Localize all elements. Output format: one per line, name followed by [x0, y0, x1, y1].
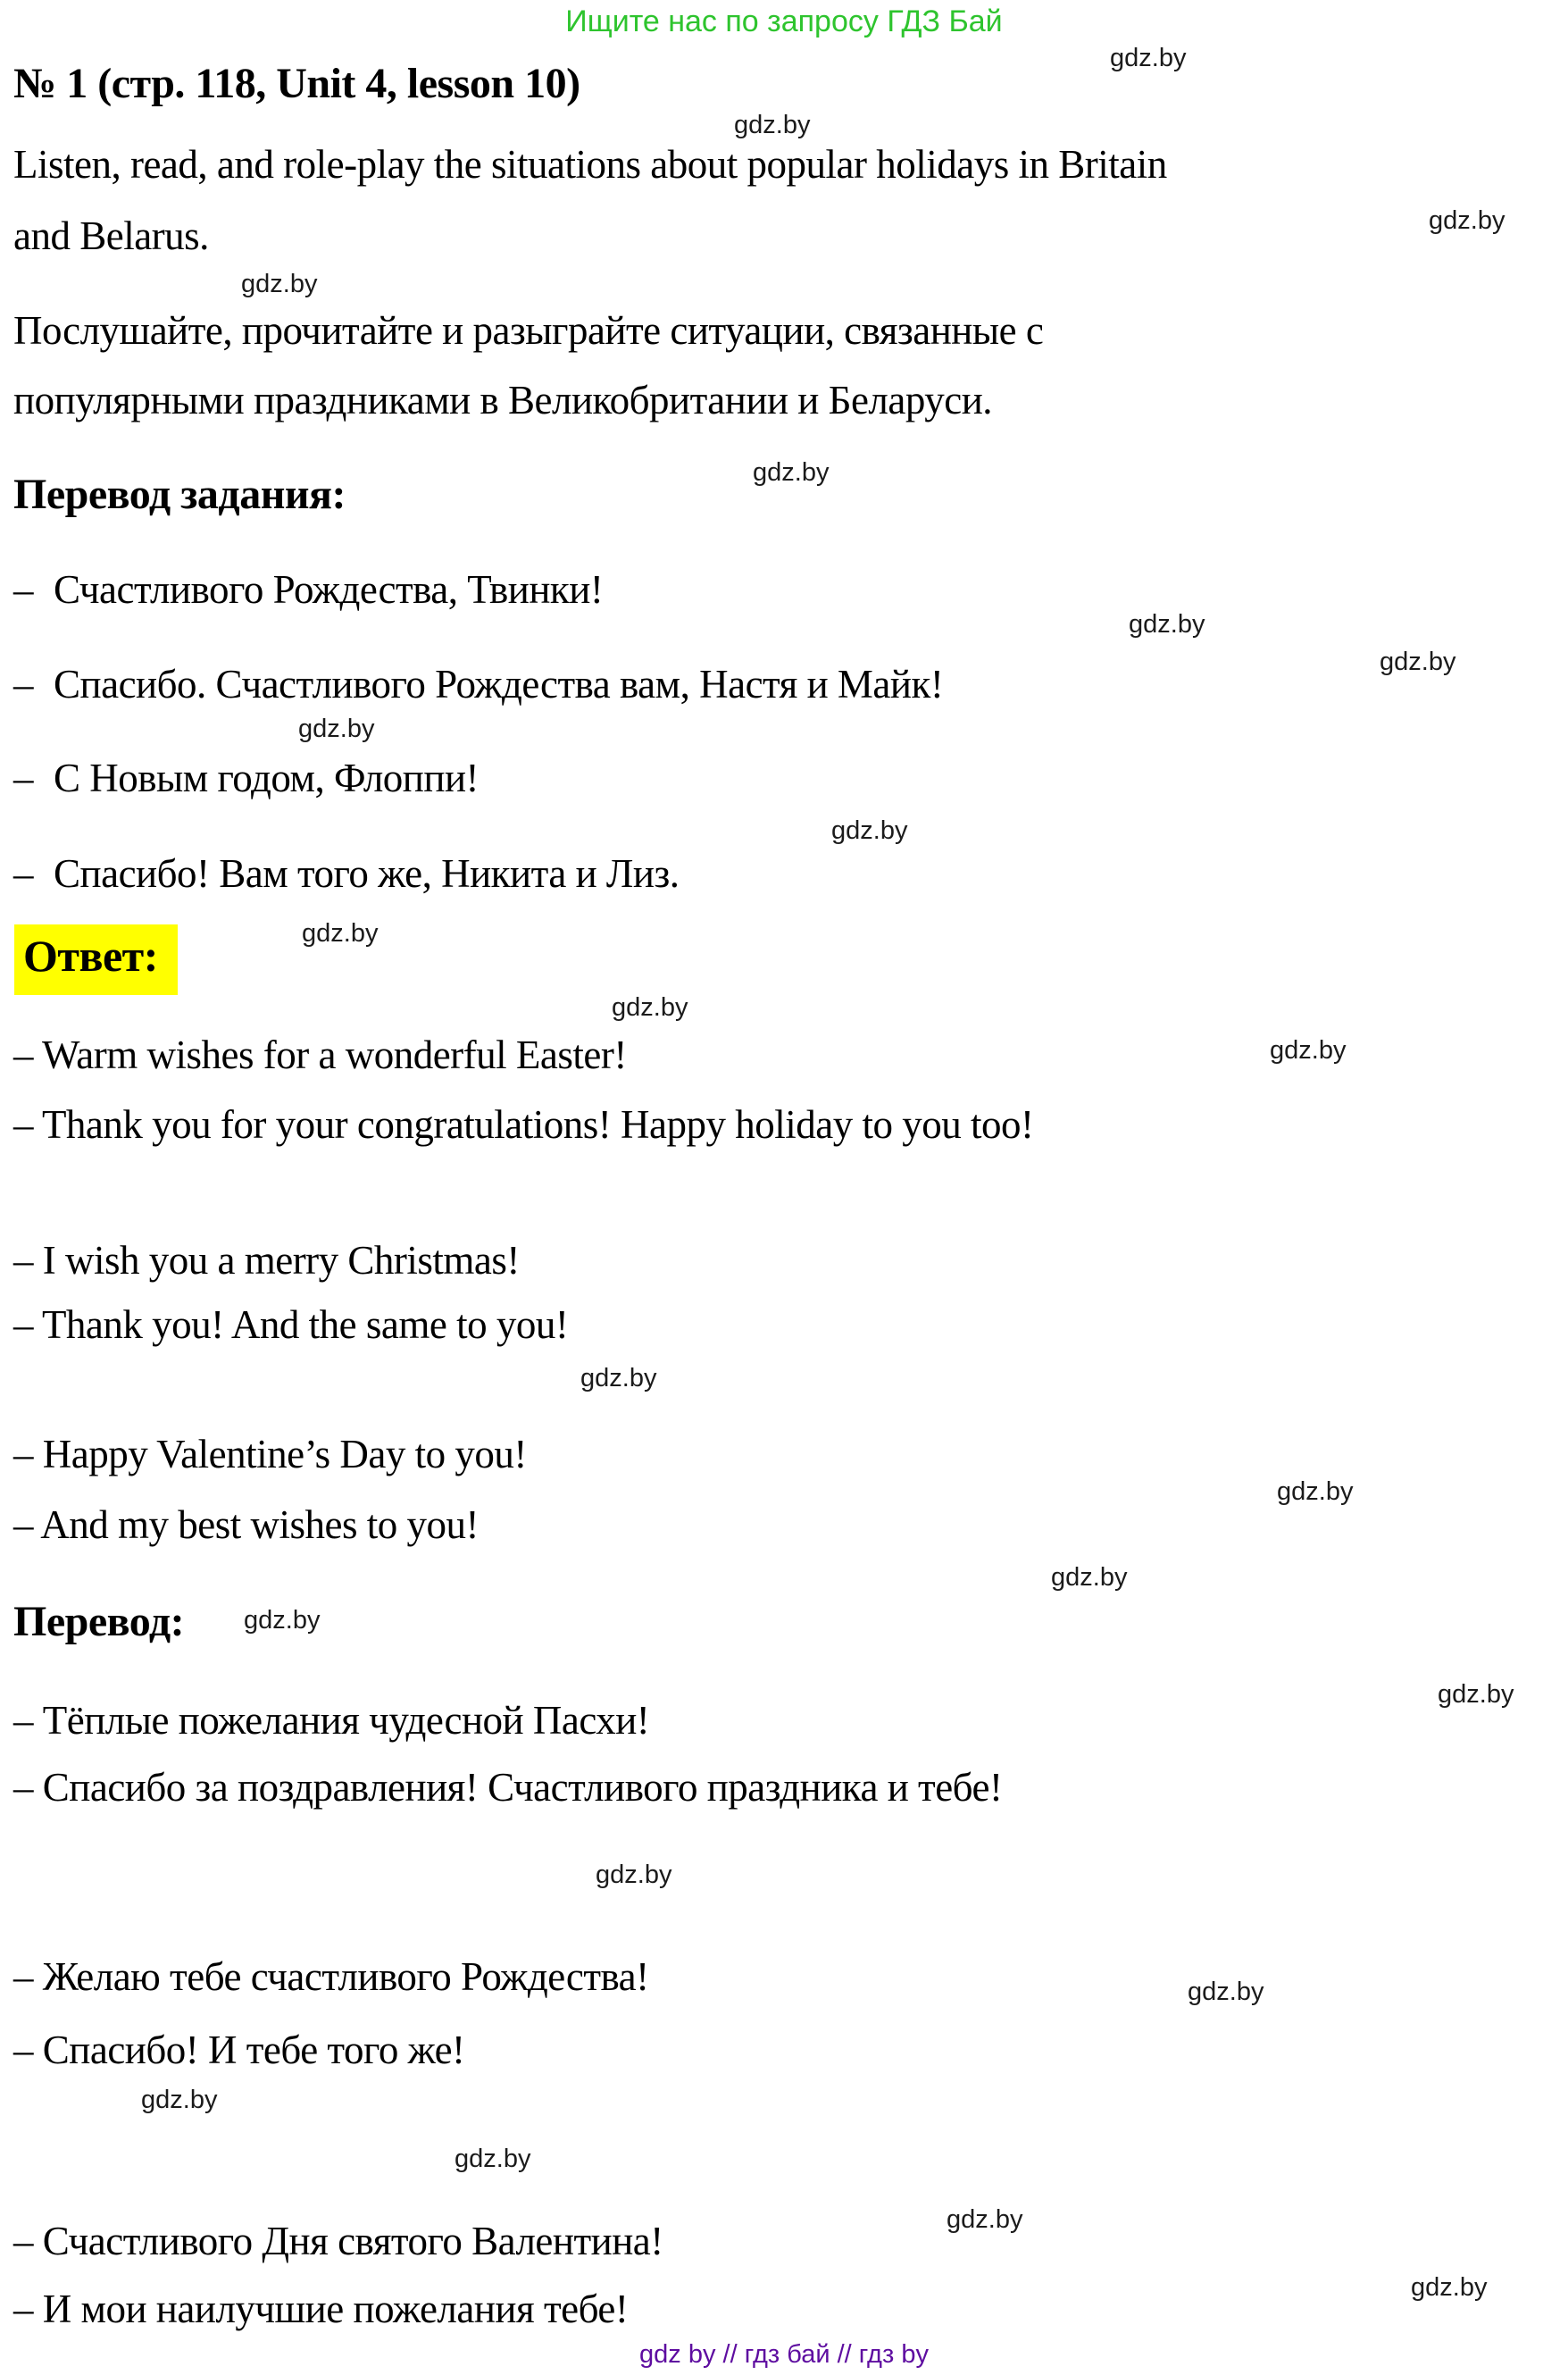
gdz-watermark: gdz.by	[141, 2086, 218, 2114]
instruction-ru-line1: Послушайте, прочитайте и разыграйте ситуации, связанные с	[13, 308, 1044, 353]
gdz-watermark: gdz.by	[612, 993, 688, 1022]
dash-marker: –	[13, 662, 33, 707]
dash-marker: –	[13, 2287, 33, 2331]
translation-ru-text: Счастливого Дня святого Валентина!	[42, 2219, 663, 2263]
instruction-en-line1: Listen, read, and role-play the situations about popular holidays in Britain	[13, 142, 1167, 187]
dash-marker: –	[13, 1432, 33, 1476]
dash-marker: –	[13, 1698, 33, 1743]
gdz-watermark: gdz.by	[1380, 648, 1456, 676]
gdz-watermark: gdz.by	[831, 816, 908, 845]
dialog-ru-text: С Новым годом, Флоппи!	[54, 756, 480, 800]
answer-en-line	[13, 1237, 520, 1284]
translation-ru-line	[13, 2027, 465, 2073]
answer-en-line	[13, 1032, 627, 1078]
gdz-watermark: gdz.by	[753, 458, 830, 487]
answer-en-text: Happy Valentine’s Day to you!	[42, 1432, 527, 1476]
translation-ru-text: Тёплые пожелания чудесной Пасхи!	[42, 1698, 650, 1743]
translation-ru-text: Спасибо! И тебе того же!	[42, 2028, 465, 2072]
dash-marker: –	[13, 1954, 33, 1999]
translation-ru-text: Спасибо за поздравления! Счастливого праздника и тебе!	[42, 1765, 1003, 1810]
dash-marker: –	[13, 1238, 33, 1283]
answer-en-text: I wish you a merry Christmas!	[42, 1238, 520, 1283]
gdz-watermark: gdz.by	[455, 2145, 531, 2173]
gdz-watermark: gdz.by	[947, 2205, 1023, 2234]
answer-heading-highlight: Ответ:	[14, 924, 178, 995]
gdz-watermark: gdz.by	[1051, 1563, 1128, 1592]
answer-en-line	[13, 1431, 527, 1477]
dash-marker: –	[13, 756, 33, 800]
dash-marker: –	[13, 2028, 33, 2072]
task-translation-heading: Перевод задания:	[13, 471, 346, 518]
gdz-watermark: gdz.by	[1411, 2273, 1488, 2302]
instruction-ru-line2: популярными праздниками в Великобритании и Беларуси.	[13, 378, 993, 422]
dash-marker: –	[13, 1102, 33, 1147]
answer-en-line	[13, 1101, 1033, 1148]
gdz-watermark: gdz.by	[302, 919, 379, 948]
gdz-watermark: gdz.by	[1429, 206, 1505, 235]
dialog-ru-text: Спасибо! Вам того же, Никита и Лиз.	[54, 851, 680, 896]
gdz-watermark: gdz.by	[298, 715, 375, 743]
promo-banner-text: Ищите нас по запросу ГДЗ Бай	[565, 4, 1003, 38]
translation-ru-text: И мои наилучшие пожелания тебе!	[42, 2287, 629, 2331]
dialog-ru-line	[13, 755, 479, 801]
translation-ru-text: Желаю тебе счастливого Рождества!	[42, 1954, 649, 1999]
gdz-watermark: gdz.by	[244, 1606, 321, 1635]
translation-ru-line	[13, 1764, 1002, 1811]
gdz-watermark: gdz.by	[1110, 44, 1187, 72]
translation-ru-line	[13, 1697, 649, 1744]
translation-ru-line	[13, 2218, 663, 2264]
gdz-watermark: gdz.by	[241, 270, 318, 298]
gdz-watermark: gdz.by	[1188, 1978, 1264, 2006]
dialog-ru-line	[13, 850, 680, 897]
gdz-watermark: gdz.by	[1438, 1680, 1514, 1709]
instruction-en-line2: and Belarus.	[13, 213, 209, 258]
answer-en-line	[13, 1501, 479, 1548]
dash-marker: –	[13, 1302, 33, 1347]
dialog-ru-line	[13, 661, 943, 707]
dash-marker: –	[13, 2219, 33, 2263]
gdz-watermark: gdz.by	[1277, 1477, 1354, 1506]
dialog-ru-line	[13, 566, 603, 613]
dialog-ru-text: Спасибо. Счастливого Рождества вам, Настя и Майк!	[54, 662, 944, 707]
dialog-ru-text: Счастливого Рождества, Твинки!	[54, 567, 604, 612]
translation-ru-line	[13, 2286, 628, 2332]
answer-en-text: Warm wishes for a wonderful Easter!	[41, 1033, 627, 1077]
answer-en-text: And my best wishes to you!	[40, 1502, 480, 1547]
dash-marker: –	[13, 851, 33, 896]
translation-ru-line	[13, 1953, 649, 2000]
dash-marker: –	[13, 1033, 33, 1077]
gdz-watermark: gdz.by	[1129, 610, 1205, 639]
gdz-watermark: gdz.by	[1270, 1036, 1347, 1065]
dash-marker: –	[13, 567, 33, 612]
answer-translation-heading: Перевод:	[13, 1598, 185, 1645]
answer-en-text: Thank you! And the same to you!	[41, 1302, 569, 1347]
exercise-number-heading: № 1 (стр. 118, Unit 4, lesson 10)	[13, 60, 580, 107]
answer-en-text: Thank you for your congratulations! Happy holiday to you too!	[41, 1102, 1034, 1147]
answer-en-line	[13, 1301, 568, 1348]
dash-marker: –	[13, 1765, 33, 1810]
gdz-watermark: gdz.by	[580, 1364, 657, 1392]
gdz-watermark: gdz.by	[596, 1861, 672, 1889]
dash-marker: –	[13, 1502, 33, 1547]
footer-site-label: gdz by // гдз бай // гдз by	[639, 2340, 929, 2369]
gdz-watermark: gdz.by	[734, 111, 811, 139]
